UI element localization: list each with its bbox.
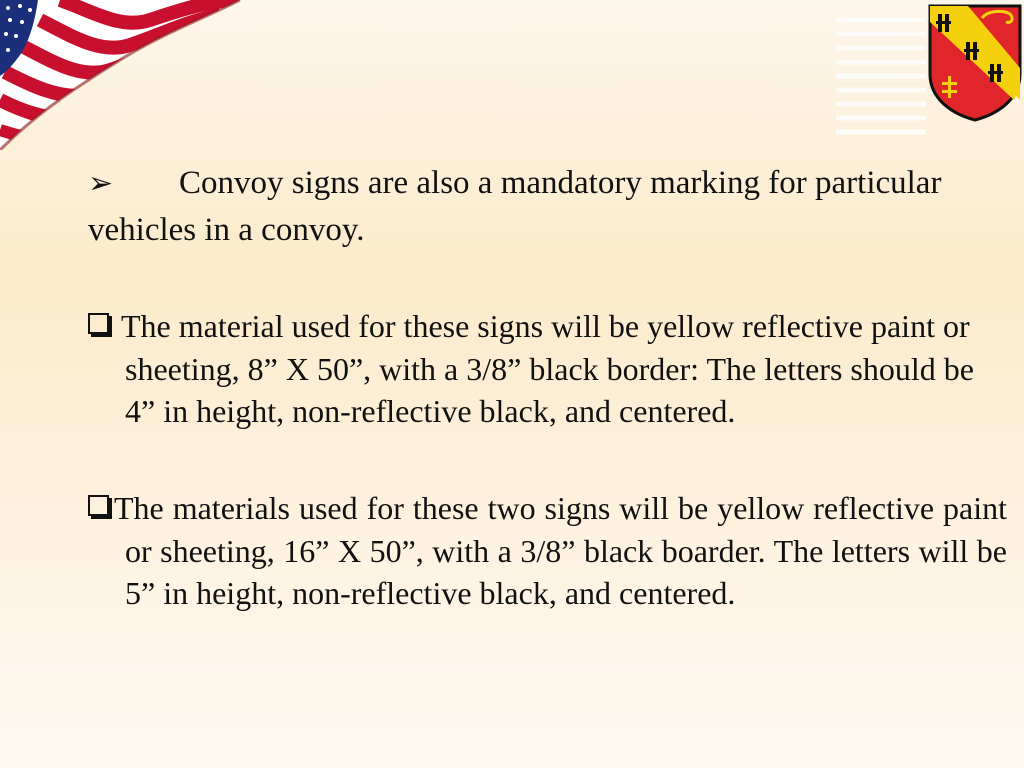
list-item	[88, 487, 1007, 615]
bullet-text: The materials used for these two signs will be yellow reflective paint or sheeting, 16” X 50”, with a 3/8” black boarder. The letters will be 5” in height, non-reflective black, and centered.	[114, 490, 1007, 611]
checkbox-bullet-icon	[88, 495, 109, 516]
intro-text: Convoy signs are also a mandatory marking for particular vehicles in a convoy.	[88, 165, 942, 248]
intro-paragraph	[88, 160, 968, 254]
checkbox-bullet-icon	[88, 313, 109, 334]
bullet-text: The material used for these signs will be yellow reflective paint or sheeting, 8” X 50”, with a 3/8” black border: The letters should be 4” in height, non-reflective black, and centered.	[121, 308, 974, 429]
list-item	[88, 305, 1007, 433]
arrow-bullet-icon: ➢	[88, 167, 114, 200]
